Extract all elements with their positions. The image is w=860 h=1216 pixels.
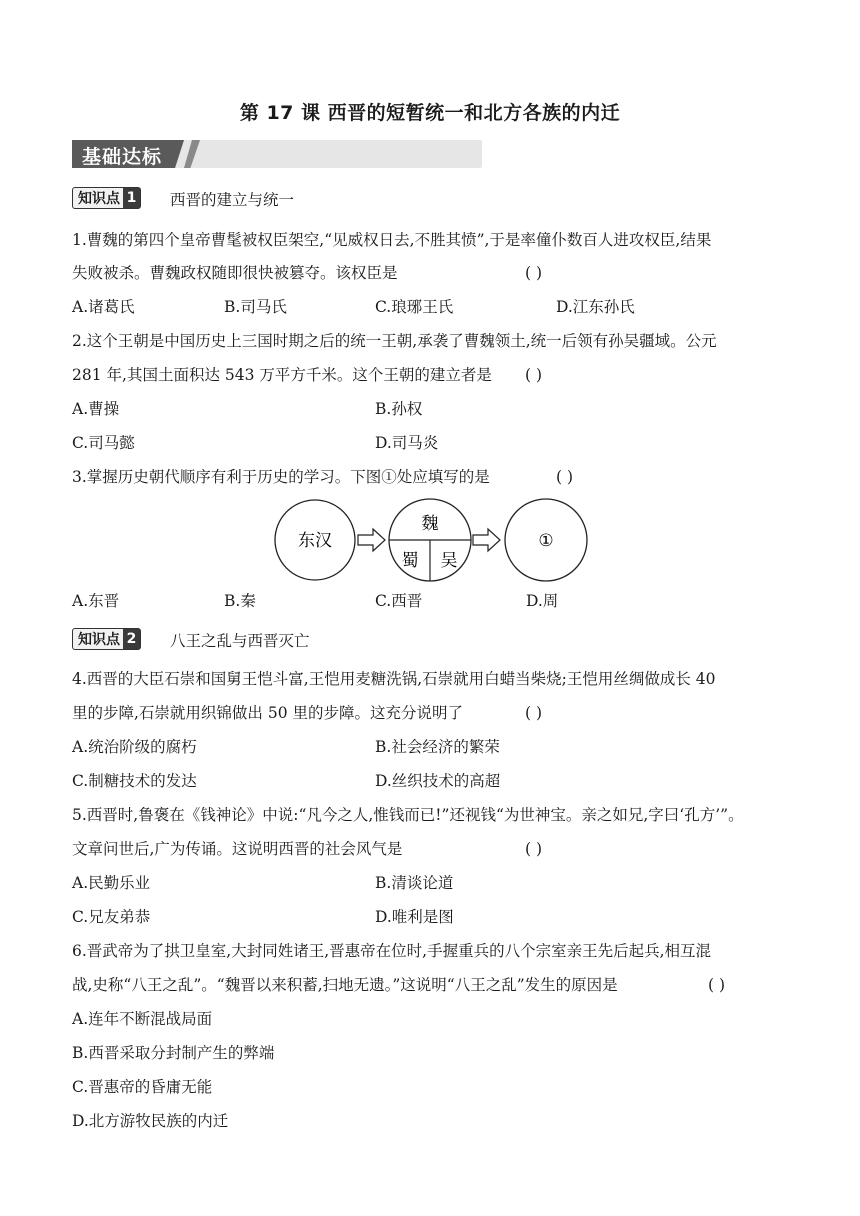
dynasty-diagram-svg	[272, 496, 592, 586]
dynasty-label-wei: 魏	[421, 514, 439, 534]
knowledge-point-number: 2	[123, 629, 140, 649]
dynasty-label-wu: 吴	[440, 551, 458, 571]
knowledge-point-title: 西晋的建立与统一	[170, 191, 295, 209]
question-1-line-2: 失败被杀。曹魏政权随即很快被篡夺。该权臣是	[72, 264, 398, 282]
knowledge-point-badge	[72, 187, 141, 209]
dynasty-label-blank: ①	[538, 531, 554, 551]
question-6-option-d: D.北方游牧民族的内迁	[72, 1112, 229, 1130]
banner-label: 基础达标	[82, 146, 163, 168]
question-6-option-b: B.西晋采取分封制产生的弊端	[72, 1044, 275, 1062]
question-1-line-1: 1.曹魏的第四个皇帝曹髦被权臣架空,“见威权日去,不胜其愤”,于是率僮仆数百人进攻权臣,结果	[72, 231, 712, 249]
dynasty-label-shu: 蜀	[401, 551, 419, 571]
question-5-option-b: B.清谈论道	[375, 874, 454, 892]
dynasty-label-eastern-han: 东汉	[298, 531, 332, 551]
knowledge-point-label: 知识点	[78, 632, 120, 648]
question-3-option-c: C.西晋	[375, 592, 423, 610]
question-6-line-1: 6.晋武帝为了拱卫皇室,大封同姓诸王,晋惠帝在位时,手握重兵的八个宗室亲王先后起兵,相互混	[72, 942, 711, 960]
question-3-answer-bracket: ( )	[556, 468, 574, 486]
question-4-line-2: 里的步障,石崇就用织锦做出 50 里的步障。这充分说明了	[72, 704, 464, 722]
question-4-option-b: B.社会经济的繁荣	[375, 738, 500, 756]
question-6-option-a: A.连年不断混战局面	[72, 1010, 213, 1028]
knowledge-point-number: 1	[123, 188, 140, 208]
question-2-line-2: 281 年,其国土面积达 543 万平方千米。这个王朝的建立者是	[72, 366, 492, 384]
question-4-line-1: 4.西晋的大臣石崇和国舅王恺斗富,王恺用麦糖洗锅,石崇就用白蜡当柴烧;王恺用丝绸做成长 40	[72, 670, 716, 688]
question-3-option-d: D.周	[526, 592, 559, 610]
question-2-option-d: D.司马炎	[375, 434, 439, 452]
question-5-line-1: 5.西晋时,鲁褒在《钱神论》中说:“凡今之人,惟钱而已!”还视钱“为世神宝。亲之如兄,字曰‘孔方’”。	[72, 806, 744, 824]
question-5-option-c: C.兄友弟恭	[72, 908, 151, 926]
knowledge-point-badge	[72, 628, 141, 650]
question-1-option-d: D.江东孙氏	[556, 298, 635, 316]
question-2-option-b: B.孙权	[375, 400, 423, 418]
question-1-option-c: C.琅琊王氏	[375, 298, 454, 316]
question-6-option-c: C.晋惠帝的昏庸无能	[72, 1078, 213, 1096]
question-2-line-1: 2.这个王朝是中国历史上三国时期之后的统一王朝,承袭了曹魏领土,统一后领有孙吴疆域。公元	[72, 332, 717, 350]
question-2-option-c: C.司马懿	[72, 434, 135, 452]
question-6-answer-bracket: ( )	[708, 976, 726, 994]
question-3-line-1: 3.掌握历史朝代顺序有利于历史的学习。下图①处应填写的是	[72, 468, 490, 486]
question-5-option-d: D.唯利是图	[375, 908, 454, 926]
question-1-option-b: B.司马氏	[224, 298, 287, 316]
question-5-answer-bracket: ( )	[525, 840, 543, 858]
question-2-answer-bracket: ( )	[525, 366, 543, 384]
page-title: 第 17 课 西晋的短暂统一和北方各族的内迁	[239, 102, 621, 124]
question-3-option-a: A.东晋	[72, 592, 120, 610]
arrow-right-icon	[473, 529, 500, 551]
question-4-option-d: D.丝织技术的高超	[375, 772, 501, 790]
question-4-option-a: A.统治阶级的腐朽	[72, 738, 197, 756]
question-5-line-2: 文章问世后,广为传诵。这说明西晋的社会风气是	[72, 840, 403, 858]
question-1-answer-bracket: ( )	[525, 264, 543, 282]
question-2-option-a: A.曹操	[72, 400, 120, 418]
knowledge-point-label: 知识点	[78, 191, 120, 207]
section-banner	[72, 140, 482, 168]
question-4-option-c: C.制糖技术的发达	[72, 772, 197, 790]
arrow-right-icon	[358, 529, 385, 551]
question-4-answer-bracket: ( )	[525, 704, 543, 722]
question-5-option-a: A.民勤乐业	[72, 874, 151, 892]
knowledge-point-title: 八王之乱与西晋灭亡	[170, 632, 310, 650]
question-6-line-2: 战,史称“八王之乱”。“魏晋以来积蓄,扫地无遗。”这说明“八王之乱”发生的原因是	[72, 976, 618, 994]
dynasty-sequence-diagram	[272, 496, 592, 586]
question-3-option-b: B.秦	[224, 592, 256, 610]
question-1-option-a: A.诸葛氏	[72, 298, 135, 316]
